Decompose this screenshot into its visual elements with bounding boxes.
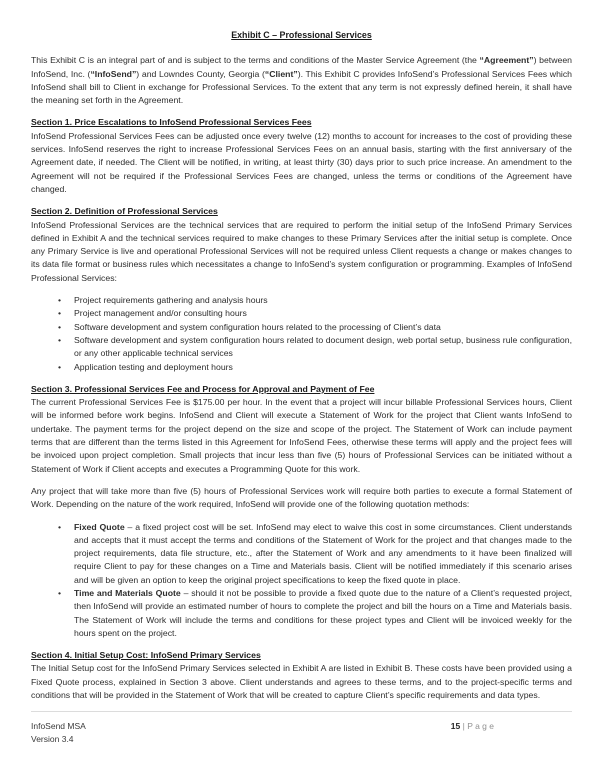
section-2-heading: Section 2. Definition of Professional Services <box>31 206 218 217</box>
section-1-heading: Section 1. Price Escalations to InfoSend Professional Services Fees <box>31 117 312 128</box>
section-4-heading: Section 4. Initial Setup Cost: InfoSend Primary Services <box>31 650 261 661</box>
bullet-item: • Software development and system configuration hours related to the processing of Client’s data <box>58 321 572 334</box>
bullet-item-fixed-quote <box>58 521 572 587</box>
bullet-item: • Project management and/or consulting hours <box>58 307 572 320</box>
text-segment-bold: “InfoSend” <box>90 68 137 79</box>
section-3 <box>31 383 572 640</box>
footer-doc-name: InfoSend MSA <box>31 721 86 732</box>
section-4-body: The Initial Setup cost for the InfoSend Primary Services selected in Exhibit A are listed in Exhibit B. These costs have been provided using a Fixed Quote process, explained in Section 3 above. Client understands and agrees to these terms, and to the project-specific terms and conditions that will be provided in the Statement of Work that will be created to capture Client’s specific requirements and data types. <box>31 663 572 701</box>
section-1-body: InfoSend Professional Services Fees can be adjusted once every twelve (12) months to account for increases to the cost of providing these services. InfoSend reserves the right to increase Professional Services Fees on an annual basis, starting with the first anniversary of the Agreement date, if needed. The Client will be notified, in writing, at least thirty (30) days prior to such price increase. An amendment to the Agreement will not be required if the Professional Services Fees are changed, unless the terms or conditions of the Agreement have changed. <box>31 130 572 194</box>
footer-document-info <box>31 720 86 745</box>
section-3-paragraph-2: Any project that will take more than five (5) hours of Professional Services work will require both parties to execute a formal Statement of Work. Depending on the nature of the work required, InfoSend will provide one of the following quotation methods: <box>31 485 572 510</box>
text-segment: This Exhibit C is an integral part of and is subject to the terms and conditions of the Master Service Agreement (the <box>31 55 480 66</box>
text-segment: – should it not be possible to provide a fixed quote due to the nature of a Client’s requested project, then InfoSend will provide an estimated number of hours to complete the project and bill the hours on a Time and Materials basis. The Statement of Work will include the terms and conditions for these project types and Client will be invoiced weekly for the hours spent on the project. <box>74 587 572 638</box>
page-footer <box>31 711 572 745</box>
text-segment: ). This Exhibit C provides InfoSend’s Professional Services Fees which InfoSend shall bill to Client in exchange for Professional Services. To the extent that any term is not expressly defined herein, it shall have the meaning set forth in the Agreement. <box>31 68 573 106</box>
section-3-heading: Section 3. Professional Services Fee and Process for Approval and Payment of Fee <box>31 383 375 394</box>
professional-services-examples-list <box>31 294 572 374</box>
bullet-item: • Project requirements gathering and analysis hours <box>58 294 572 307</box>
text-segment-bold: “Agreement” <box>479 55 534 66</box>
bullet-lead-bold: Time and Materials Quote <box>74 587 181 598</box>
section-1 <box>31 116 572 196</box>
footer-version: Version 3.4 <box>31 733 74 744</box>
section-4 <box>31 649 572 702</box>
quotation-methods-list <box>31 521 572 641</box>
bullet-item: • Software development and system configuration hours related to document design, web portal setup, business rule configuration, or any other applicable technical services <box>58 334 572 361</box>
section-2-body: InfoSend Professional Services are the technical services that are required to perform the initial setup of the InfoSend Primary Services defined in Exhibit A and the technical services required to make changes to these Primary Services after the initial setup is complete. Once any Primary Service is live and operational Professional Services will not be required unless Client requests a change or makes changes to its data file format or business rules which necessitates a change to InfoSend’s system configuration or programming. Examples of InfoSend Professional Services: <box>31 219 572 283</box>
text-segment: ) and Lowndes County, Georgia ( <box>136 68 265 79</box>
section-2 <box>31 205 572 374</box>
page-title: Exhibit C – Professional Services <box>231 30 372 40</box>
text-segment: ) between InfoSend, Inc. ( <box>31 55 572 79</box>
footer-page-number <box>451 720 494 733</box>
page-number-suffix: | P a g e <box>462 721 494 732</box>
bullet-item: • Application testing and deployment hours <box>58 361 572 374</box>
intro-paragraph <box>31 54 572 107</box>
bullet-item-time-materials-quote <box>58 587 572 640</box>
text-segment: – a fixed project cost will be set. InfoSend may elect to waive this cost in some circumstances. Client understands and accepts that it must accept the terms and conditions of the Statement of Work for the project and that changes made to the project requirements, data file structure, etc., after the Statement of Work and any amendments to it have been finalized will require Client to pay for these changes on a Time and Materials basis. Client will be notified immediately if this scenario arises and will be given an option to keep the original project specifications to keep the fixed quote in place. <box>74 521 572 585</box>
section-3-body: The current Professional Services Fee is $175.00 per hour. In the event that a project will incur billable Professional Services hours, Client will be informed before work begins. InfoSend and Client will execute a Statement of Work for the project that Client wants InfoSend to undertake. The payment terms for the project depend on the size and scope of the project. The Statement of Work can include payment terms that are different than the terms listed in this Agreement for InfoSend Fees, otherwise these terms will apply and the project fees will be invoiced upon project completion. Small projects that incur less than five (5) hours of Professional Services can be initiated without a Statement of Work if Client accepts and executes a Programming Quote for this work. <box>31 397 572 474</box>
text-segment-bold: “Client” <box>264 68 298 79</box>
page-number-value: 15 <box>450 721 461 732</box>
bullet-lead-bold: Fixed Quote <box>74 521 125 532</box>
